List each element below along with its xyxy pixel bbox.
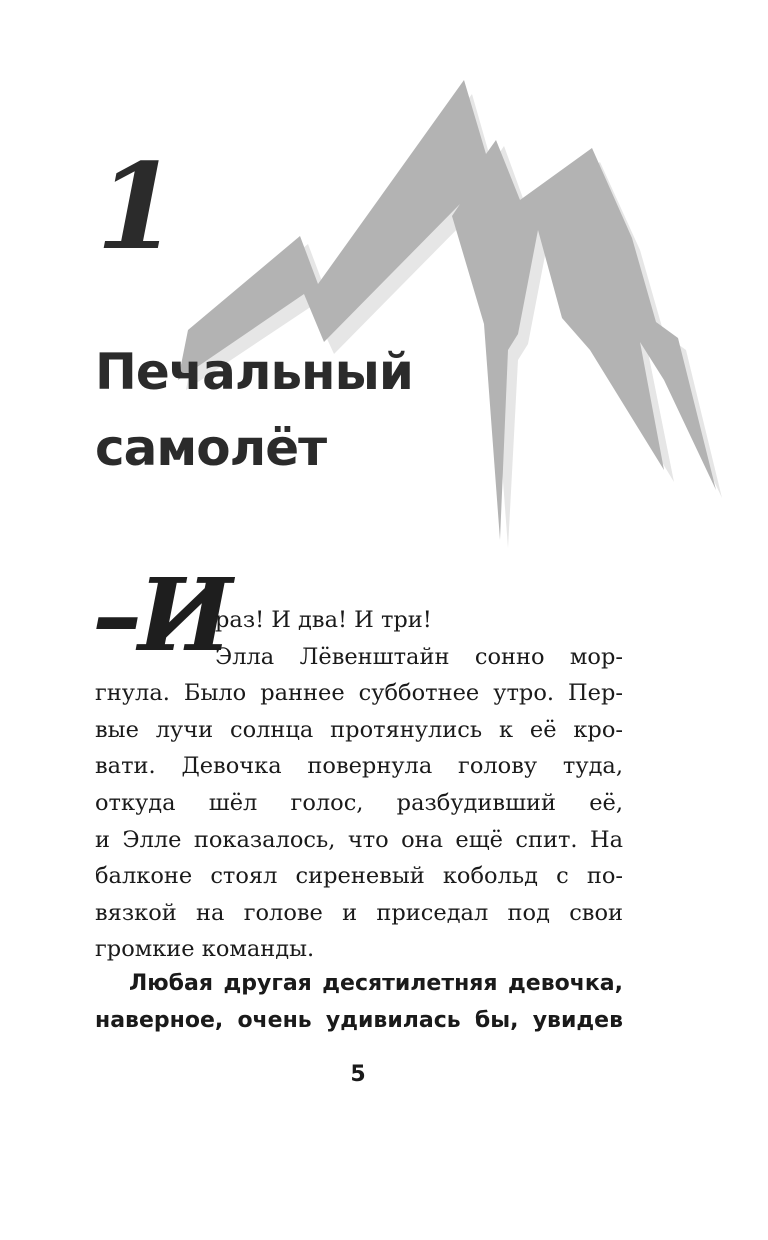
chapter-title-line: самолёт — [95, 419, 327, 477]
paragraph-2 — [95, 966, 623, 1039]
text-line: вязкой на голове и приседал под свои — [95, 899, 623, 926]
chapter-title — [95, 334, 425, 486]
text-line: гнула. Было раннее субботнее утро. Пер- — [95, 680, 623, 707]
page-number: 5 — [350, 1062, 366, 1087]
chapter-number: 1 — [96, 137, 177, 276]
text-line: балконе стоял сиреневый кобольд с по- — [95, 863, 623, 890]
text-line: откуда шёл голос, разбудивший её, — [95, 789, 623, 816]
text-line: вые лучи солнца протянулись к её кро- — [95, 716, 623, 743]
mountain-illustration — [0, 0, 768, 600]
text-line: раз! И два! И три! — [215, 607, 432, 633]
paragraph-1 — [95, 602, 623, 968]
text-line: Любая другая десятилетняя девочка, — [129, 971, 623, 996]
text-line: наверное, очень удивилась бы, увидев — [95, 1007, 623, 1033]
text-line: громкие команды. — [95, 936, 315, 963]
text-line: вати. Девочка повернула голову туда, — [95, 753, 623, 780]
chapter-title-line: Печальный — [95, 343, 413, 401]
text-line: и Элле показалось, что она ещё спит. На — [95, 826, 623, 853]
drop-cap: –И — [92, 556, 229, 674]
text-line: Элла Лёвенштайн сонно мор- — [215, 643, 623, 670]
